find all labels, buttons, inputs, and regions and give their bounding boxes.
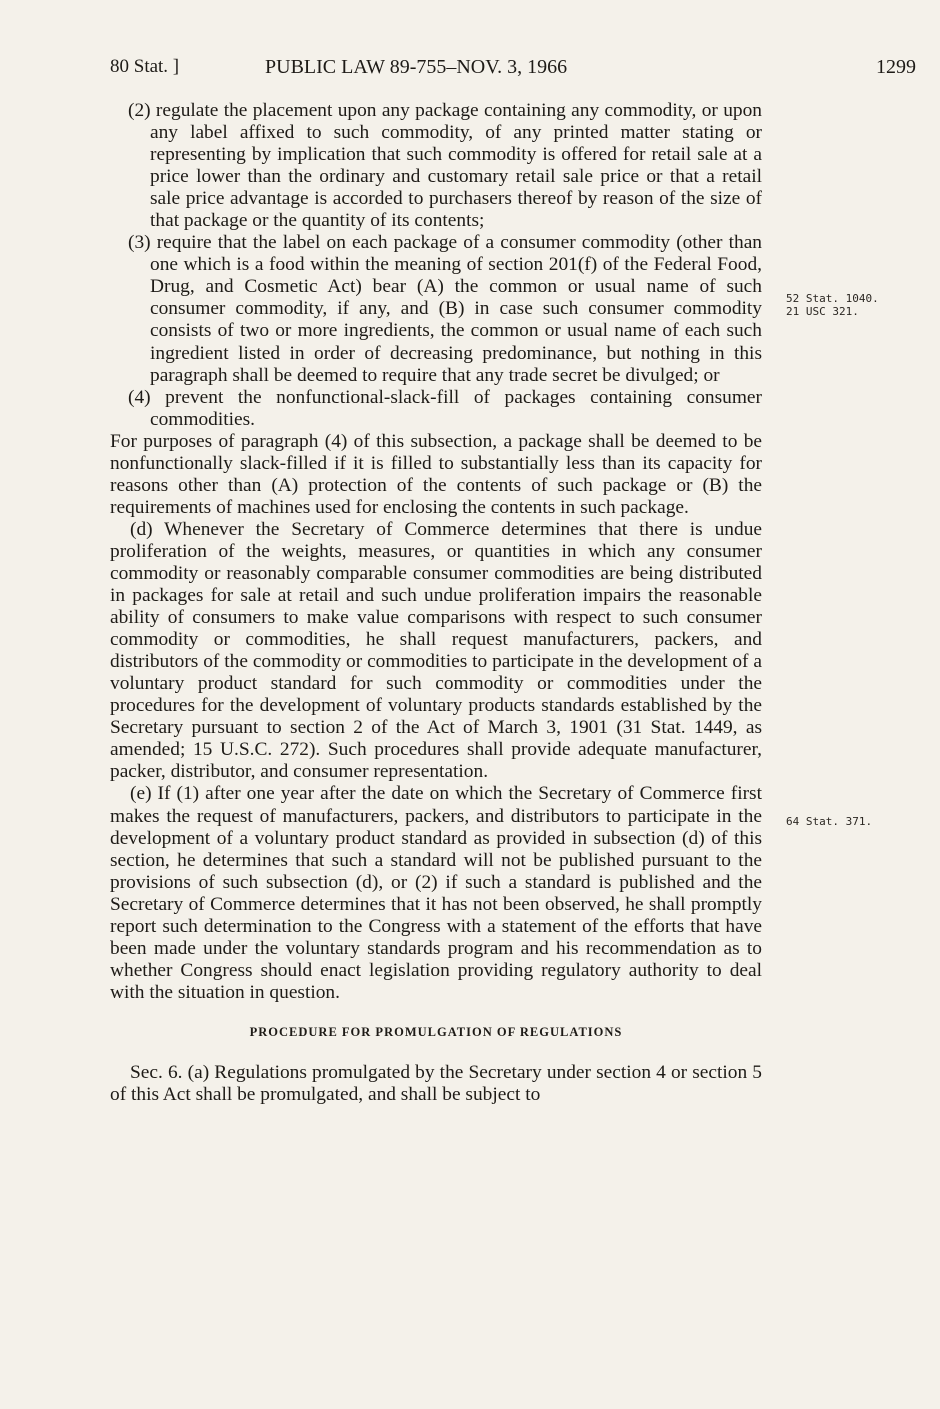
paragraph-subsection-d: (d) Whenever the Secretary of Commerce determines that there is undue proliferation of the weights, measures, or quantities in which any consumer commodity or reasonably comparable consumer commodities are being distributed in packages for sale at retail and such undue proliferation impairs the reasonable ability of consumers to make value comparisons with respect to such consumer commodity or commodities, he shall request manufacturers, packers, and distributors of the commodity or commodities to participate in the development of a voluntary product standard for such commodity or commodities under the procedures for the development of voluntary products standards established by the Secretary pursuant to section 2 of the Act of March 3, 1901 (31 Stat. 1449, as amended; 15 U.S.C. 272). Such procedures shall provide adequate manufacturer, packer, distributor, and consumer representation.	[110, 518, 762, 783]
page-number: 1299	[876, 56, 916, 78]
page-header	[110, 56, 916, 86]
margin-note-citation-1	[786, 292, 896, 318]
paragraph-item-2: (2) regulate the placement upon any package containing any commodity, or upon any label affixed to such commodity, of any printed matter stating or representing by implication that such commodity is offered for retail sale at a price lower than the ordinary and customary retail sale price or that a retail sale price advantage is accorded to purchasers thereof by reason of the size of that package or the quantity of its contents;	[128, 100, 762, 232]
header-title: PUBLIC LAW 89-755–NOV. 3, 1966	[265, 56, 568, 78]
paragraph-section-6: Sec. 6. (a) Regulations promulgated by the Secretary under section 4 or section 5 of this Act shall be promulgated, and shall be subject to	[110, 1061, 762, 1106]
paragraph-slack-fill-definition: For purposes of paragraph (4) of this subsection, a package shall be deemed to be nonfunctionally slack-filled if it is filled to substantially less than its capacity for reasons other than (A) protection of the contents of such package or (B) the requirements of machines used for enclosing the contents in such package.	[110, 430, 762, 518]
paragraph-item-4: (4) prevent the nonfunctional-slack-fill of packages containing consumer commodities.	[128, 386, 762, 430]
document-body	[110, 100, 762, 1106]
paragraph-subsection-e: (e) If (1) after one year after the date on which the Secretary of Commerce first makes the request of manufacturers, packers, and distributors to participate in the development of a voluntary product standard as provided in subsection (d) of this section, he determines that such a standard will not be published pursuant to the provisions of such subsection (d), or (2) if such a standard is published and the Secretary of Commerce determines that it has not been observed, he shall promptly report such determination to the Congress with a statement of the efforts that have been made under the voluntary standards program and his recommendation as to whether Congress should enact legislation providing regulatory authority to deal with the situation in question.	[110, 783, 762, 1003]
margin-note-citation-2: 64 Stat. 371.	[786, 815, 873, 828]
paragraph-item-3: (3) require that the label on each package of a consumer commodity (other than one which is a food within the meaning of section 201(f) of the Federal Food, Drug, and Cosmetic Act) bear (A) the common or usual name of such consumer commodity, if any, and (B) in case such consumer commodity consists of two or more ingredients, the common or usual name of each such ingredient listed in order of decreasing predominance, but nothing in this paragraph shall be deemed to require that any trade secret be divulged; or	[128, 232, 762, 386]
section-heading: PROCEDURE FOR PROMULGATION OF REGULATIONS	[249, 1024, 623, 1039]
margin-note-line: 52 Stat. 1040.	[786, 292, 879, 305]
statute-volume: 80 Stat. ]	[110, 56, 180, 77]
margin-note-line: 21 USC 321.	[786, 305, 859, 318]
